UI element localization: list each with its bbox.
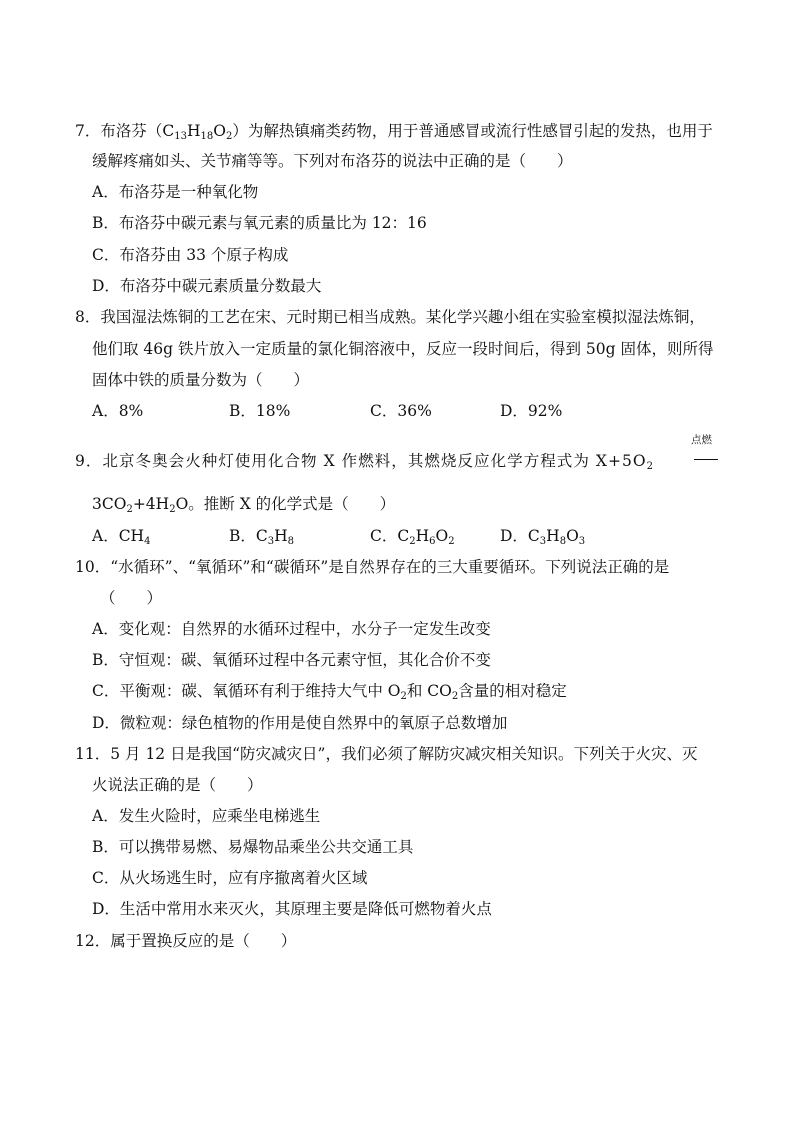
q9-option-c[interactable]: C．$C_2H_6O_2$: [370, 527, 455, 547]
q11-option-b[interactable]: B．可以携带易燃、易爆物品乘坐公共交通工具: [92, 838, 414, 856]
q9-option-a[interactable]: A．$CH_4$: [92, 527, 151, 547]
q8-stem-line2: 他们取 46g 铁片放入一定质量的氯化铜溶液中，反应一段时间后，得到 50g 固体，则所得: [92, 340, 714, 358]
q8-stem-line3: 固体中铁的质量分数为（ ）: [92, 371, 310, 389]
q7-stem-line2: 缓解疼痛如头、关节痛等等。下列对布洛芬的说法中正确的是（ ）: [92, 152, 573, 170]
q11-stem-line1: 11．5 月 12 日是我国“防灾减灾日”，我们必须了解防灾减灾相关知识。下列关于火灾、灭: [75, 745, 698, 763]
q12-stem-line1: 12．属于置换反应的是（ ）: [75, 932, 297, 950]
q9-stem-line2: $3CO_2+4H_2O$。推断 X 的化学式是（ ）: [92, 495, 396, 515]
reaction-condition-label: 点燃: [691, 434, 712, 446]
q7-option-a[interactable]: A．布洛芬是一种氧化物: [92, 183, 259, 201]
q9-stem-line1: 9．北京冬奥会火种灯使用化合物 X 作燃料，其燃烧反应化学方程式为 $X+5O_2$: [75, 452, 655, 472]
q7-stem-line1: 7．布洛芬$(C_{13}H_{18}O_2)$为解热镇痛类药物，用于普通感冒或流行性感冒引起的发热，也用于: [75, 122, 713, 142]
q10-stem-line1: 10．“水循环”、“氧循环”和“碳循环”是自然界存在的三大重要循环。下列说法正确的是: [75, 558, 670, 576]
q11-option-c[interactable]: C．从火场逃生时，应有序撤离着火区域: [92, 869, 368, 887]
q8-option-d[interactable]: D．92%: [500, 402, 563, 420]
q10-option-b[interactable]: B．守恒观：碳、氧循环过程中各元素守恒，其化合价不变: [92, 651, 491, 669]
q10-option-d[interactable]: D．微粒观：绿色植物的作用是使自然界中的氧原子总数增加: [92, 714, 508, 732]
reaction-equals-line: [694, 459, 718, 460]
q7-option-c[interactable]: C．布洛芬由 33 个原子构成: [92, 246, 289, 264]
q9-option-d[interactable]: D．$C_3H_8O_3$: [500, 527, 586, 547]
q10-stem-line2: （ ）: [100, 589, 163, 607]
q10-option-a[interactable]: A．变化观：自然界的水循环过程中，水分子一定发生改变: [92, 620, 491, 638]
q10-option-c[interactable]: C．平衡观：碳、氧循环有利于维持大气中 $O_2$和 $CO_2$含量的相对稳定: [92, 682, 567, 702]
q7-option-d[interactable]: D．布洛芬中碳元素质量分数最大: [92, 277, 322, 295]
q8-stem-line1: 8．我国湿法炼铜的工艺在宋、元时期已相当成熟。某化学兴趣小组在实验室模拟湿法炼铜，: [75, 308, 705, 326]
q8-option-c[interactable]: C．36%: [370, 402, 432, 420]
q7-option-b[interactable]: B．布洛芬中碳元素与氧元素的质量比为 12：16: [92, 214, 427, 232]
q11-option-a[interactable]: A．发生火险时，应乘坐电梯逃生: [92, 807, 321, 825]
q11-option-d[interactable]: D．生活中常用水来灭火，其原理主要是降低可燃物着火点: [92, 900, 492, 918]
q9-option-b[interactable]: B．$C_3H_8$: [229, 527, 295, 547]
q8-option-a[interactable]: A．8%: [92, 402, 144, 420]
q11-stem-line2: 火说法正确的是（ ）: [92, 776, 263, 794]
q8-option-b[interactable]: B．18%: [229, 402, 291, 420]
